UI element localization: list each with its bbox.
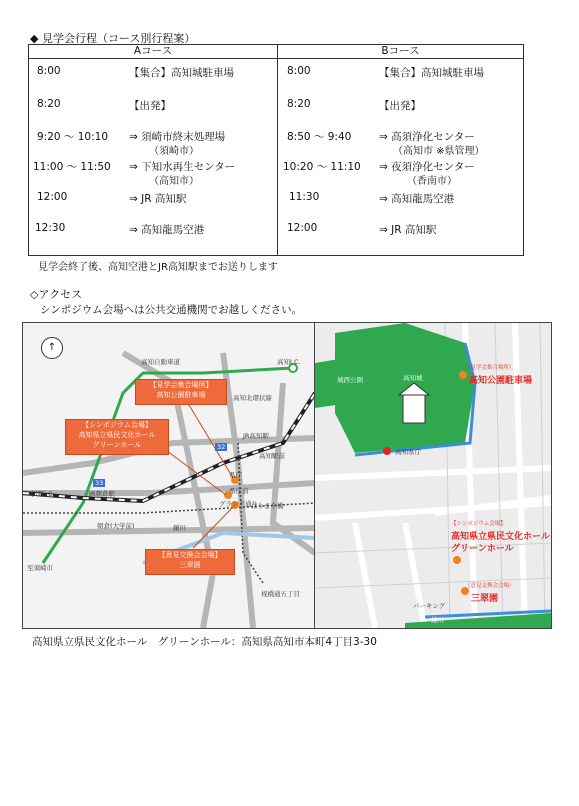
area-map-roads [23,323,315,628]
map-label: 鏡川 [431,616,444,624]
callout-text [66,420,168,450]
callout-line: 三翠園 [179,561,201,569]
row-time: 8:20 [287,98,311,110]
row-time: 10:20 ～ 11:10 [283,161,361,173]
venue-callout [65,419,169,455]
access-text: シンポジウム会場へは公共交通機関でお越しください。 [40,304,303,316]
row-desc: 【集合】高知城駐車場 [379,67,484,79]
row-desc: ⇒ 夜須浄化センター [379,161,475,173]
row-sub: （須崎市） [149,146,199,157]
party-callout [145,549,235,575]
row-time: 11:00 ～ 11:50 [33,161,111,173]
venue-address: 高知県立県民文化ホール グリーンホール：高知県高知市本町4丁目3-30 [32,636,377,648]
row-time: 8:20 [37,98,61,110]
row-desc: ⇒ 須崎市終末処理場 [129,131,226,143]
map-label: グランド通り [219,500,258,508]
map-label-small: （意見交換会会場） [465,583,515,589]
row-time: 9:20 ～ 10:10 [37,131,109,143]
course-a-header: Aコース [133,45,173,57]
course-b-header: Bコース [381,45,420,57]
row-time: 12:00 [287,222,318,234]
row-time: 8:00 [287,65,311,77]
detail-map [314,322,552,629]
callout-line: 高知県立県民文化ホール [78,431,156,439]
map-label-red: 高知公園駐車場 [469,376,533,386]
column-divider [277,45,278,255]
map-label: 伊野I.C. [31,490,55,498]
row-time: 11:30 [289,191,320,203]
map-label-red: グリーンホール [451,544,514,554]
map-label: はりまや橋 [251,502,284,510]
callout-line: 【見学会集合場所】 [149,381,213,389]
map-label: 高知北環状線 [233,394,272,402]
row-desc: 【出発】 [379,100,421,112]
row-desc: ⇒ JR 高知駅 [129,193,187,205]
north-arrow-icon: ↑ [41,337,63,359]
meeting-place-callout [135,379,227,405]
callout-text [136,380,226,400]
map-label: 高知自動車道 [141,358,180,366]
schedule-table [28,44,524,256]
map-label-red: 高知県立県民文化ホール [451,532,550,542]
section-title: ◆ 見学会行程（コース別行程案） [30,32,196,45]
row-desc: ⇒ 高知龍馬空港 [379,193,455,205]
row-desc: 【集合】高知城駐車場 [129,67,234,79]
map-label: 至須崎市 [27,564,53,572]
map-label-small: （見学会集合場所） [465,365,515,371]
note-text: 見学会終了後、高知空港とJR高知駅までお送りします [38,262,278,273]
map-label: 朝倉(大学前) [97,522,135,530]
route-sign: 32 [217,443,226,451]
map-label: JR高知駅 [243,432,269,440]
map-label: パーキング [413,602,446,610]
map-label-small: 【シンポジウム会場】 [451,521,506,527]
header-divider [29,58,523,59]
callout-line: 【シンポジウム会場】 [82,421,152,429]
map-label: 高知I.C. [277,358,301,366]
map-label-red: 三翠園 [471,594,499,604]
callout-line: 【意見交換会会場】 [158,551,222,559]
map-label: 高知駅前 [259,452,285,460]
row-time: 8:50 ～ 9:40 [287,131,352,143]
row-time: 12:00 [37,191,68,203]
map-label: 県庁前 [229,487,249,495]
map-label: 県庁 [229,471,242,479]
row-desc: ⇒ 下知水再生センター [129,161,236,173]
callout-line: グリーンホール [92,441,142,449]
row-desc: ⇒ JR 高知駅 [379,224,437,236]
row-sub: （高知市 ※県管理） [393,146,485,157]
row-desc: ⇒ 高知龍馬空港 [129,224,205,236]
map-label: 高知城 [403,374,423,382]
access-title: ◇アクセス [30,288,83,301]
row-time: 12:30 [35,222,66,234]
route-sign: 33 [95,479,104,487]
row-sub: （香南市） [407,176,457,187]
map-label: 城西公園 [337,376,363,384]
map-label: 鏡川 [173,524,186,532]
callout-text [146,550,234,570]
map-label: 高知県庁 [395,448,421,456]
row-time: 8:00 [37,65,61,77]
area-map [22,322,316,629]
row-sub: （高知市） [149,176,199,187]
row-desc: 【出発】 [129,100,171,112]
map-label: 桟橋通五丁目 [261,590,300,598]
callout-line: 高知公園駐車場 [156,391,206,399]
map-label: JR朝倉駅 [89,490,115,498]
detail-map-roads [315,323,551,628]
row-desc: ⇒ 高須浄化センター [379,131,475,143]
